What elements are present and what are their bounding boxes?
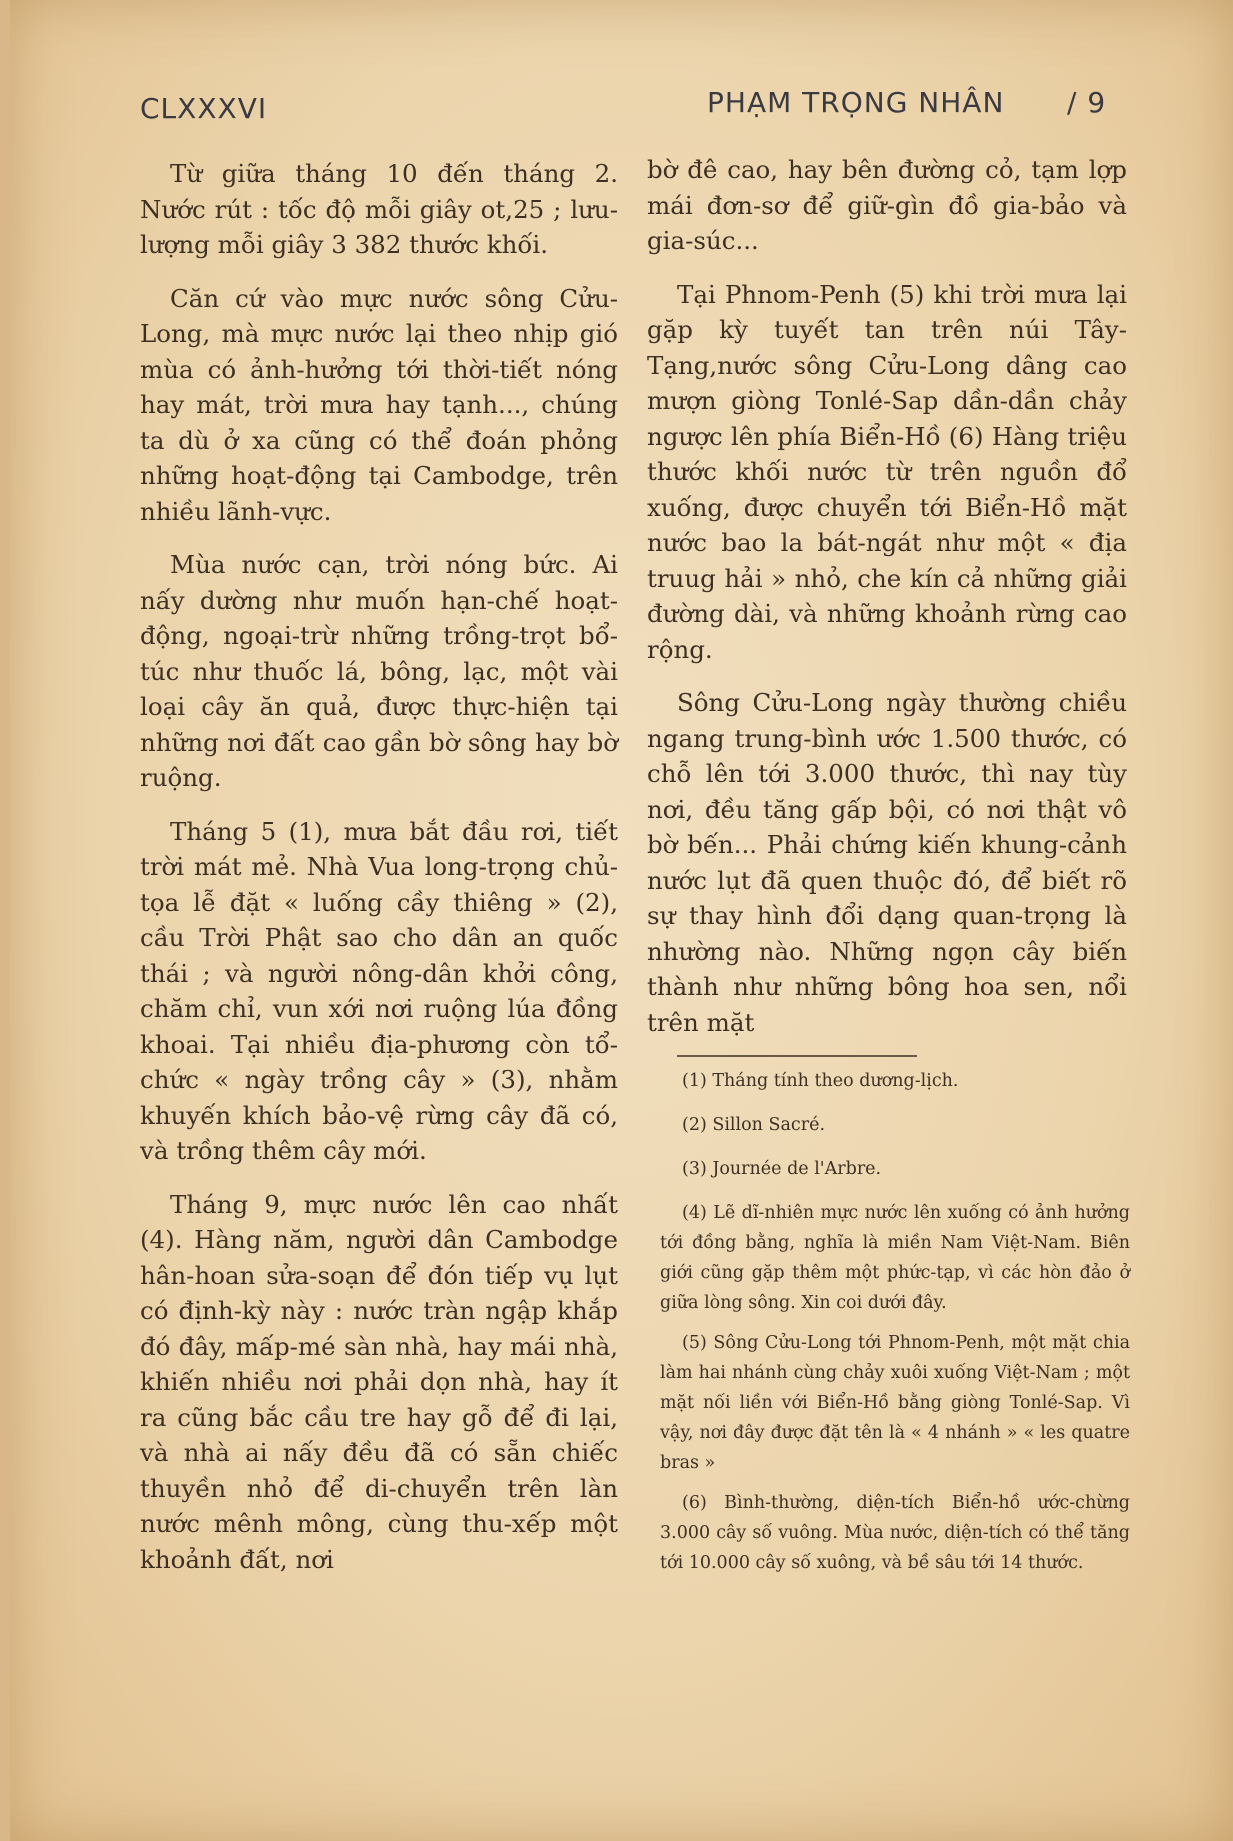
footnote: (1) Tháng tính theo dương-lịch. — [682, 1071, 959, 1091]
paragraph: Sông Cửu-Long ngày thường chiều ngang trung-bình ước 1.500 thước, có chỗ lên tới 3.000 thước, thì nay tùy nơi, đều tăng gấp bội, có nơi thật vô bờ bến... Phải chứng kiến khung-cảnh nước lụt đã quen thuộc đó, để biết rõ sự thay hình đổi dạng quan-trọng là nhường nào. Những ngọn cây biến thành như những bông hoa sen, nổi trên mặt — [647, 688, 1127, 1037]
footnote: (3) Journée de l'Arbre. — [682, 1159, 882, 1179]
paragraph: bờ đê cao, hay bên đường cỏ, tạm lợp mái đơn-sơ để giữ-gìn đồ gia-bảo và gia-súc... — [647, 155, 1127, 255]
paragraph: Tháng 9, mực nước lên cao nhất (4). Hàng năm, người dân Cambodge hân-hoan sửa-soạn để đón tiếp vụ lụt có định-kỳ này : nước tràn ngập khắp đó đây, mấp-mé sàn nhà, hay mái nhà, khiến nhiều nơi phải dọn nhà, hay ít ra cũng bắc cầu tre hay gỗ để đi lại, và nhà ai nấy đều đã có sẵn chiếc thuyền nhỏ để di-chuyển trên làn nước mênh mông, cùng thu-xếp một khoảnh đất, nơi — [140, 1189, 618, 1574]
paragraph: Mùa nước cạn, trời nóng bức. Ai nấy dường như muốn hạn-chế hoạt-động, ngoại-trừ những trồng-trọt bổ-túc như thuốc lá, bông, lạc, một vài loại cây ăn quả, được thực-hiện tại những nơi đất cao gần bờ sông hay bờ ruộng. — [140, 550, 618, 792]
footnote: (4) Lẽ dĩ-nhiên mực nước lên xuống có ảnh hưởng tới đồng bằng, nghĩa là miền Nam Việt-Nam. Biên giới cũng gặp thêm một phức-tạp, vì các hòn đảo ở giữa lòng sông. Xin coi dưới đây. — [660, 1203, 1130, 1313]
paragraph: Tháng 5 (1), mưa bắt đầu rơi, tiết trời mát mẻ. Nhà Vua long-trọng chủ-tọa lễ đặt « luống cầy thiêng » (2), cầu Trời Phật sao cho dân an quốc thái ; và người nông-dân khởi công, chăm chỉ, vun xới nơi ruộng lúa đồng khoai. Tại nhiều địa-phương còn tổ-chức « ngày trồng cây » (3), nhằm khuyến khích bảo-vệ rừng cây đã có, và trồng thêm cây mới. — [140, 816, 618, 1165]
footnote: (2) Sillon Sacré. — [682, 1115, 826, 1135]
footnotes — [660, 1066, 1130, 1588]
footnote-divider — [677, 1055, 917, 1057]
footnote: (5) Sông Cửu-Long tới Phnom-Penh, một mặt chia làm hai nhánh cùng chảy xuôi xuống Việt-Nam ; một mặt nối liền với Biển-Hồ bằng giòng Tonlé-Sap. Vì vậy, nơi đây được đặt tên là « 4 nhánh » « les quatre bras » — [660, 1333, 1130, 1473]
footnote: (6) Bình-thường, diện-tích Biển-hồ ước-chừng 3.000 cây số vuông. Mùa nước, diện-tích có thể tăng tới 10.000 cây số xuông, và bề sâu tới 14 thước. — [660, 1493, 1130, 1573]
issue-number: CLXXXVI — [140, 92, 268, 125]
author-name: PHẠM TRỌNG NHÂN — [707, 86, 1005, 119]
paragraph: Từ giữa tháng 10 đến tháng 2. Nước rút : tốc độ mỗi giây ot,25 ; lưu-lượng mỗi giây 3 382 thước khối. — [140, 159, 618, 259]
page-header — [10, 86, 1233, 136]
right-column — [647, 152, 1127, 1058]
paragraph: Căn cứ vào mực nước sông Cửu-Long, mà mực nước lại theo nhịp gió mùa có ảnh-hưởng tới thời-tiết nóng hay mát, trời mưa hay tạnh..., chúng ta dù ở xa cũng có thể đoán phỏng những hoạt-động tại Cambodge, trên nhiều lãnh-vực. — [140, 283, 618, 526]
left-column — [140, 156, 618, 1595]
page-number: / 9 — [1067, 86, 1107, 119]
paragraph: Tại Phnom-Penh (5) khi trời mưa lại gặp kỳ tuyết tan trên núi Tây-Tạng,nước sông Cửu-Long dâng cao mượn giòng Tonlé-Sap dần-dần chảy ngược lên phía Biển-Hồ (6) Hàng triệu thước khối nước từ trên nguồn đổ xuống, được chuyển tới Biển-Hồ mặt nước bao la bát-ngát như một « địa truug hải » nhỏ, che kín cả những giải đường dài, và những khoảnh rừng cao rộng. — [647, 279, 1127, 664]
